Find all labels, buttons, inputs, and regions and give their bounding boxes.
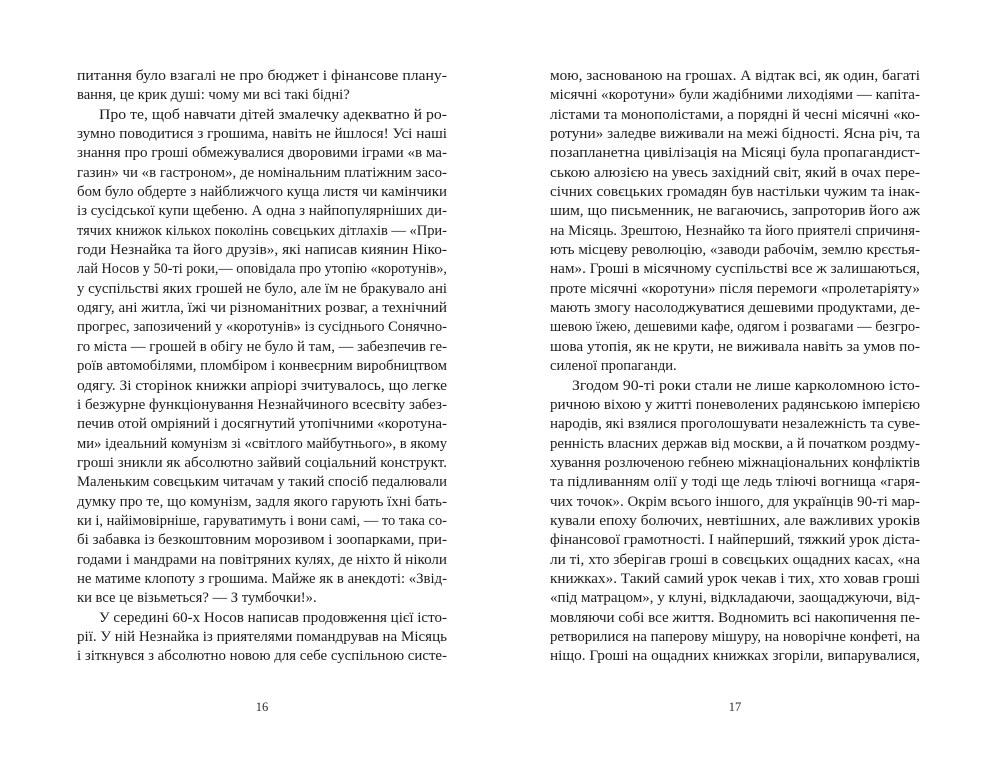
- text-line: [550, 125, 920, 144]
- text-line-content: і зіткнувся з абсолютно новою для себе суспільною систе-: [77, 648, 447, 665]
- text-line-content: нам». Гроші в місячному суспільстві все ж залишаються,: [550, 261, 920, 278]
- text-line-content: мають змогу насолоджуватися дешевими продуктами, де-: [550, 300, 920, 317]
- text-line-content: лай Носов у 50-ті роки,— оповідала про утопію «коротунів»,: [77, 261, 447, 278]
- text-line: [77, 473, 447, 492]
- left-page-number: 16: [255, 700, 269, 714]
- text-line-content: питання було взагалі не про бюджет і фінансове плану-: [77, 68, 447, 84]
- text-line: [550, 164, 920, 183]
- text-line-content: го міста — грошей в обігу не було й там, — забезпечив ге-: [77, 338, 447, 355]
- text-line-content: одягу. Зі сторінок книжки апріорі зчитувалось, що легке: [77, 377, 448, 394]
- text-line: [77, 357, 447, 376]
- text-line: [550, 67, 920, 86]
- text-line-content: на Місяць. Зрештою, Незнайко та його приятелі спричиня-: [550, 222, 920, 239]
- text-line-content: не матиме клопоту з грошима. Майже як в анекдоті: «Звід-: [77, 570, 447, 587]
- text-line: [77, 396, 447, 415]
- text-line: [77, 86, 447, 105]
- text-line: [77, 435, 447, 454]
- text-line-content: у суспільстві яких грошей не було, але їм не бракувало ані: [77, 280, 447, 297]
- text-line-content: ротуни» заледве виживали на межі бідності. Ясна річ, та: [550, 126, 920, 143]
- text-line: [550, 86, 920, 105]
- text-line-content: шим, що письменник, не вагаючись, запроторив його аж: [550, 203, 920, 220]
- text-line-content: ли ті, хто зберігав гроші в совєцьких ощадних касах, «на: [550, 551, 920, 568]
- text-line-content: із сусідської купи щебеню. А одна з найпопулярніших ди-: [77, 203, 447, 220]
- text-line-content: проте місячні «коротуни» після перемоги «пролетаріяту»: [550, 280, 920, 297]
- text-line-content: бі забавка із безкоштовним морозивом і зоопарками, при-: [77, 532, 447, 549]
- text-line-content: лістами та монополістами, а порядні й чесні місячні «ко-: [550, 106, 920, 123]
- text-line-content: ніщо. Гроші на ощадних книжках згоріли, випарувалися,: [550, 648, 920, 665]
- text-line: [77, 647, 447, 666]
- text-line: [550, 318, 920, 337]
- right-page-text: [550, 67, 920, 667]
- text-line: [550, 299, 920, 318]
- text-line: [77, 222, 447, 241]
- text-line: [77, 67, 447, 86]
- text-line-content: чих точок». Окрім всього іншого, для українців 90-ті мар-: [550, 493, 920, 510]
- text-line: [77, 609, 447, 628]
- text-line-content: «під матрацом», у клуні, відкладаючи, заощаджуючи, від-: [550, 590, 920, 607]
- text-line-content: книжках». Такий самий урок чекав і тих, хто ховав гроші: [550, 570, 920, 587]
- text-line: [550, 589, 920, 608]
- text-line-content: бом було обдерте з найближчого куща листя чи камінчики: [77, 184, 447, 201]
- text-line-content: ки все це візьметься? — З тумбочки!».: [77, 590, 317, 607]
- text-line: [550, 241, 920, 260]
- text-line-content: ми» ідеальний комунізм зі «світлого майбутнього», в якому: [77, 435, 447, 452]
- text-line: [550, 531, 920, 550]
- text-line: [77, 164, 447, 183]
- text-line: [77, 551, 447, 570]
- text-line: [550, 647, 920, 666]
- text-line-content: вання, це крик душі: чому ми всі такі бідні?: [77, 87, 350, 104]
- text-line: [77, 415, 447, 434]
- text-line-content: та підливанням олії у тоді ще ледь тліючі вогнища «гаря-: [550, 474, 920, 491]
- text-line-content: тячих книжок кількох поколінь совєцьких дітлахів — «При-: [77, 222, 447, 239]
- text-line-content: мою, заснованою на грошах. А відтак всі, як один, багаті: [550, 68, 920, 84]
- text-line-content: ською алюзією на увесь західний світ, який в очах пере-: [550, 164, 920, 181]
- text-line-content: і безжурне функціонування Незнайчиного всесвіту забез-: [77, 396, 447, 413]
- left-page-text: [77, 67, 447, 667]
- text-line: [550, 222, 920, 241]
- text-line-content: ки і, найімовірніше, гаруватимуть і вони самі, — то така со-: [77, 512, 447, 529]
- text-line: [77, 183, 447, 202]
- text-line-content: шевою їжею, дешевими кафе, одягом і розвагами — безгро-: [550, 319, 920, 336]
- text-line-content: кували епоху болючих, невтішних, але важливих уроків: [550, 512, 920, 529]
- text-line: [77, 589, 447, 608]
- text-line: [77, 628, 447, 647]
- text-line: [550, 377, 920, 396]
- text-line-content: зумно поводитися з грошима, навіть не йшлося! Усі наші: [77, 126, 447, 143]
- text-line-content: роїв автомобілями, пломбіром і конвеєрним виробництвом: [77, 358, 447, 375]
- text-line-content: печив отой омріяний і досягнутий утопічними «коротуна-: [77, 416, 447, 433]
- text-line-content: позапланетна цивілізація на Місяці була пропагандист-: [550, 145, 920, 162]
- text-line: [550, 260, 920, 279]
- text-line-content: ретворилися на паперову мішуру, на новорічне конфеті, на: [550, 628, 920, 645]
- text-line: [77, 241, 447, 260]
- text-line: [77, 106, 447, 125]
- text-line: [550, 106, 920, 125]
- text-line: [550, 144, 920, 163]
- text-line-content: місячні «коротуни» були жадібними лиходіями — капіта-: [550, 87, 920, 104]
- text-line-content: годи Незнайка та його друзів», які написав киянин Ніко-: [77, 242, 447, 259]
- text-line: [77, 318, 447, 337]
- right-page-number: 17: [728, 700, 742, 714]
- text-line: [77, 260, 447, 279]
- text-line-content: ють місцеву революцію, «заводи рабочім, землю крєстья-: [550, 242, 920, 259]
- text-line-content: газин» чи «в гастроном», де номінальним платіжним засо-: [77, 164, 447, 181]
- text-line: [77, 338, 447, 357]
- text-line-content: Про те, щоб навчати дітей змалечку адекватно й ро-: [99, 106, 447, 123]
- text-line: [77, 299, 447, 318]
- text-line: [77, 280, 447, 299]
- text-line-content: одягу, ані житла, їжі чи різноманітних розваг, а технічний: [77, 300, 447, 317]
- text-line-content: хування розлюченою гебнею міжнаціональних конфліктів: [550, 454, 920, 471]
- text-line-content: фінансової грамотності. І найперший, тяжкий урок діста-: [550, 532, 920, 549]
- text-line-content: гроші зникли як абсолютно зайвий соціальний конструкт.: [77, 454, 448, 471]
- text-line-content: січних совєцьких громадян був настільки чужим та інак-: [550, 184, 920, 201]
- text-line: [77, 512, 447, 531]
- text-line: [77, 570, 447, 589]
- text-line: [550, 396, 920, 415]
- text-line: [77, 531, 447, 550]
- text-line: [550, 512, 920, 531]
- text-line: [550, 609, 920, 628]
- text-line-content: Згодом 90-ті роки стали не лише карколомною істо-: [572, 377, 920, 394]
- text-line-content: ренність власних держав від москви, а й початком роздму-: [550, 435, 920, 452]
- text-line: [550, 551, 920, 570]
- text-line-content: силеної пропаганди.: [550, 358, 677, 375]
- text-line: [77, 202, 447, 221]
- text-line: [550, 280, 920, 299]
- text-line: [550, 473, 920, 492]
- text-line: [550, 570, 920, 589]
- text-line-content: ричною віхою у житті поневолених радянською імперією: [550, 396, 920, 413]
- text-line: [77, 377, 447, 396]
- text-line: [77, 454, 447, 473]
- text-line-content: мовляючи собі все життя. Водномить всі накопичення пе-: [550, 609, 920, 626]
- text-line: [550, 202, 920, 221]
- text-line-content: знання про гроші обмежувалися дворовими іграми «в ма-: [77, 145, 447, 162]
- text-line-content: У середині 60-х Носов написав продовження цієї істо-: [99, 609, 447, 626]
- text-line-content: прогрес, запозичений у «коротунів» із сусіднього Сонячно-: [77, 319, 448, 336]
- text-line-content: Маленьким совєцьким читачам у такий спосіб педалювали: [77, 474, 447, 491]
- text-line: [550, 357, 920, 376]
- text-line-content: думку про те, що комунізм, задля якого гарують їхні бать-: [77, 493, 447, 510]
- text-line: [77, 125, 447, 144]
- text-line: [550, 493, 920, 512]
- text-line: [550, 454, 920, 473]
- text-line: [550, 628, 920, 647]
- text-line-content: народів, які взялися проголошувати незалежність та суве-: [550, 416, 920, 433]
- text-line-content: шова утопія, як не крути, не виживала навіть за умов по-: [550, 338, 920, 355]
- text-line: [550, 415, 920, 434]
- text-line-content: рії. У ній Незнайка із приятелями помандрував на Місяць: [77, 628, 447, 645]
- text-line: [550, 435, 920, 454]
- text-line-content: годами і мандрами на повітряних кулях, де ніхто й ніколи: [77, 551, 447, 568]
- text-line: [550, 183, 920, 202]
- text-line: [77, 144, 447, 163]
- text-line: [550, 338, 920, 357]
- text-line: [77, 493, 447, 512]
